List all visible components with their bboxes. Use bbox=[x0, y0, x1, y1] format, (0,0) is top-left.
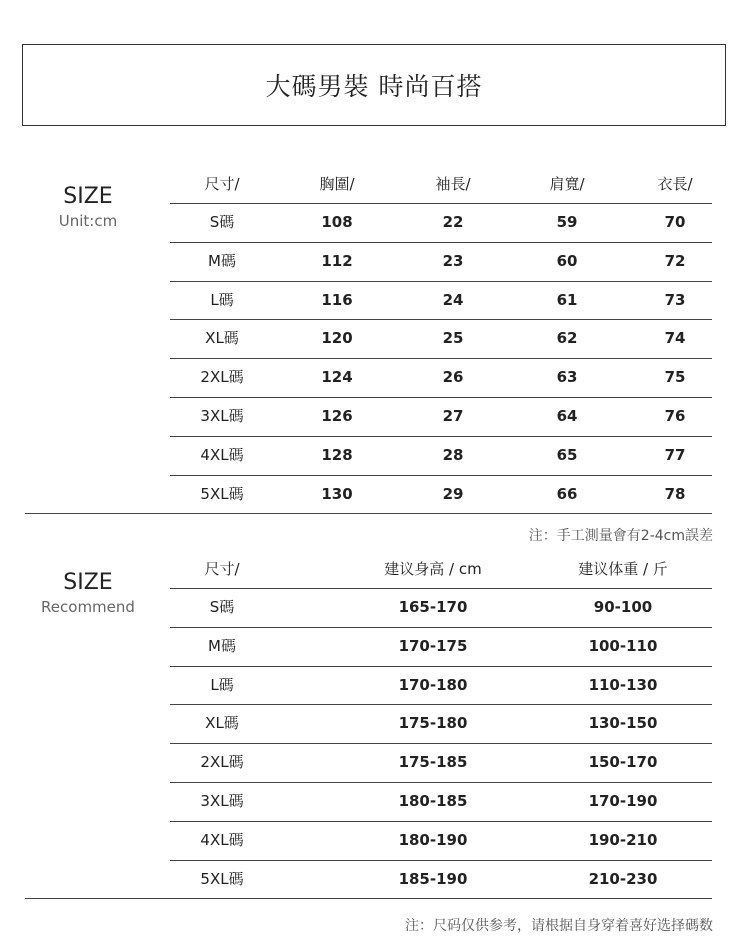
size-cell: 4XL碼 bbox=[200, 445, 244, 464]
size-cell: 5XL碼 bbox=[200, 869, 244, 888]
row-divider bbox=[170, 358, 712, 359]
reference-note: 注：尺码仅供参考，请根据自身穿着喜好选择碼数 bbox=[405, 918, 713, 934]
recommend-label-sub: Recommend bbox=[41, 598, 135, 616]
value-cell: 190-210 bbox=[588, 830, 658, 849]
value-cell: 180-190 bbox=[398, 830, 468, 849]
value-cell: 70 bbox=[664, 213, 686, 231]
recommend-label bbox=[20, 569, 156, 617]
value-cell: 63 bbox=[556, 368, 578, 387]
row-divider bbox=[170, 666, 712, 667]
size-cell: XL碼 bbox=[205, 329, 239, 348]
value-cell: 61 bbox=[556, 290, 578, 309]
row-divider bbox=[170, 203, 712, 204]
size-cell: L碼 bbox=[210, 290, 234, 309]
value-cell: 22 bbox=[442, 213, 464, 231]
title-box bbox=[22, 44, 726, 126]
value-cell: 170-175 bbox=[398, 636, 468, 655]
row-divider bbox=[170, 627, 712, 628]
column-header: 衣長/ bbox=[657, 175, 693, 193]
size-cell: 2XL碼 bbox=[200, 368, 244, 387]
value-cell: 77 bbox=[664, 445, 686, 464]
row-divider bbox=[170, 475, 712, 476]
value-cell: 74 bbox=[664, 329, 686, 348]
value-cell: 112 bbox=[321, 251, 353, 270]
row-divider bbox=[170, 588, 712, 589]
value-cell: 185-190 bbox=[398, 869, 468, 888]
row-divider bbox=[170, 397, 712, 398]
value-cell: 180-185 bbox=[398, 792, 468, 810]
value-cell: 27 bbox=[442, 407, 464, 425]
size-cell: XL碼 bbox=[205, 714, 239, 733]
value-cell: 165-170 bbox=[398, 598, 468, 616]
value-cell: 100-110 bbox=[588, 636, 658, 655]
size-cell: 5XL碼 bbox=[200, 484, 244, 503]
size-cell: 3XL碼 bbox=[200, 792, 244, 810]
column-header: 尺寸/ bbox=[204, 560, 240, 578]
column-header: 尺寸/ bbox=[204, 175, 240, 193]
value-cell: 110-130 bbox=[588, 675, 658, 694]
row-divider bbox=[170, 860, 712, 861]
size-cell: M碼 bbox=[208, 251, 236, 270]
row-divider bbox=[170, 436, 712, 437]
value-cell: 28 bbox=[442, 445, 464, 464]
page-title: 大碼男裝 時尚百搭 bbox=[265, 72, 483, 101]
row-divider bbox=[170, 242, 712, 243]
value-cell: 23 bbox=[442, 251, 464, 270]
value-cell: 210-230 bbox=[588, 869, 658, 888]
value-cell: 175-180 bbox=[398, 714, 468, 733]
size-label-unit: Unit:cm bbox=[58, 212, 118, 230]
row-divider bbox=[170, 281, 712, 282]
size-cell: M碼 bbox=[208, 636, 236, 655]
value-cell: 72 bbox=[664, 251, 686, 270]
column-header: 肩寬/ bbox=[549, 175, 585, 193]
value-cell: 24 bbox=[442, 290, 464, 309]
value-cell: 130 bbox=[321, 484, 353, 503]
value-cell: 60 bbox=[556, 251, 578, 270]
value-cell: 126 bbox=[321, 407, 353, 425]
size-cell: 4XL碼 bbox=[200, 830, 244, 849]
value-cell: 64 bbox=[556, 407, 578, 425]
value-cell: 175-185 bbox=[398, 753, 468, 772]
value-cell: 150-170 bbox=[588, 753, 658, 772]
value-cell: 116 bbox=[321, 290, 353, 309]
column-header: 袖長/ bbox=[435, 175, 471, 193]
value-cell: 29 bbox=[442, 484, 464, 503]
value-cell: 59 bbox=[556, 213, 578, 231]
column-header: 胸圍/ bbox=[319, 175, 355, 193]
value-cell: 78 bbox=[664, 484, 686, 503]
value-cell: 120 bbox=[321, 329, 353, 348]
row-divider bbox=[170, 743, 712, 744]
size-cell: S碼 bbox=[209, 213, 235, 231]
value-cell: 108 bbox=[321, 213, 353, 231]
value-cell: 170-180 bbox=[398, 675, 468, 694]
row-divider bbox=[170, 704, 712, 705]
size-label bbox=[20, 183, 156, 231]
size-cell: S碼 bbox=[209, 598, 235, 616]
value-cell: 130-150 bbox=[588, 714, 658, 733]
row-divider bbox=[170, 319, 712, 320]
value-cell: 73 bbox=[664, 290, 686, 309]
value-cell: 26 bbox=[442, 368, 464, 387]
value-cell: 66 bbox=[556, 484, 578, 503]
value-cell: 62 bbox=[556, 329, 578, 348]
column-header: 建议体重 / 斤 bbox=[578, 560, 668, 578]
column-header: 建议身高 / cm bbox=[384, 560, 482, 578]
row-divider bbox=[170, 821, 712, 822]
table-bottom-line bbox=[25, 513, 712, 514]
table-bottom-line bbox=[25, 898, 712, 899]
value-cell: 75 bbox=[664, 368, 686, 387]
size-label-title: SIZE bbox=[63, 184, 113, 209]
value-cell: 25 bbox=[442, 329, 464, 348]
size-cell: 2XL碼 bbox=[200, 753, 244, 772]
value-cell: 170-190 bbox=[588, 792, 658, 810]
value-cell: 90-100 bbox=[593, 598, 653, 616]
size-cell: L碼 bbox=[210, 675, 234, 694]
value-cell: 128 bbox=[321, 445, 353, 464]
size-cell: 3XL碼 bbox=[200, 407, 244, 425]
measurement-note: 注：手工測量會有2-4cm誤差 bbox=[528, 528, 713, 544]
value-cell: 76 bbox=[664, 407, 686, 425]
recommend-label-title: SIZE bbox=[63, 570, 113, 595]
value-cell: 65 bbox=[556, 445, 578, 464]
row-divider bbox=[170, 782, 712, 783]
value-cell: 124 bbox=[321, 368, 353, 387]
